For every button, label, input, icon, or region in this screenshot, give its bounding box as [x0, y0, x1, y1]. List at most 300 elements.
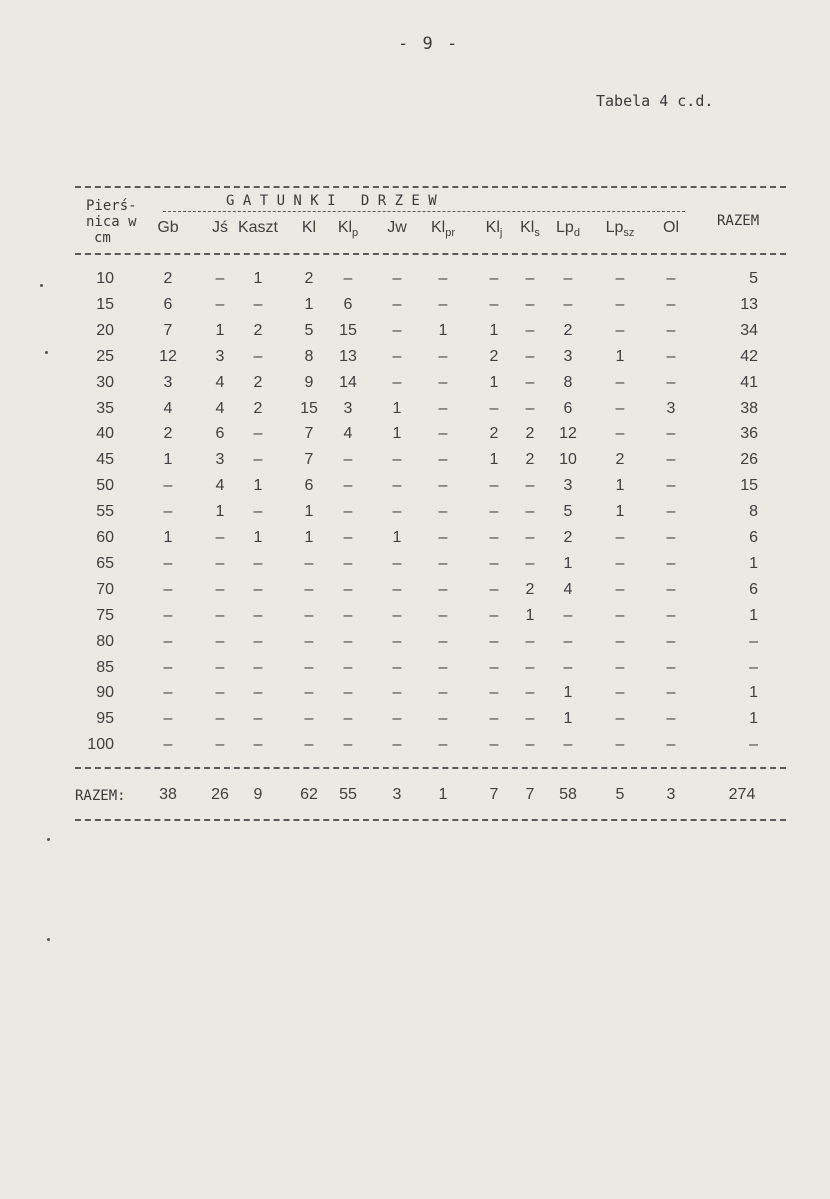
table-cell: –: [343, 658, 353, 676]
table-cell: 15: [300, 399, 318, 417]
table-cell: 2: [253, 399, 263, 417]
row-total: 26: [740, 451, 758, 469]
table-cell: –: [615, 606, 625, 624]
table-cell: 3: [666, 399, 676, 417]
table-cell: –: [304, 710, 314, 728]
table-cell: 10: [559, 451, 577, 469]
table-cell: 14: [339, 373, 357, 391]
table-cell: –: [304, 606, 314, 624]
diameter-label: 85: [96, 658, 114, 676]
table-cell: 1: [163, 451, 173, 469]
table-cell: –: [343, 606, 353, 624]
table-cell: –: [489, 399, 499, 417]
table-cell: –: [489, 606, 499, 624]
table-cell: –: [666, 477, 676, 495]
column-header-base: Kl: [301, 219, 317, 236]
diameter-label: 55: [96, 503, 114, 521]
table-cell: –: [253, 658, 263, 676]
table-cell: –: [489, 580, 499, 598]
table-cell: 7: [163, 321, 173, 339]
table-cell: 13: [339, 347, 357, 365]
table-cell: –: [563, 658, 573, 676]
row-total: 6: [749, 580, 758, 598]
table-cell: –: [392, 606, 402, 624]
table-cell: –: [438, 451, 448, 469]
table-cell: –: [489, 529, 499, 546]
table-cell: –: [392, 580, 402, 598]
table-cell: 7: [304, 425, 314, 443]
table-cell: –: [615, 321, 625, 339]
totals-cell: 3: [666, 786, 676, 803]
table-cell: 2: [163, 270, 173, 287]
table-cell: –: [525, 658, 535, 676]
diameter-header-line-3: cm: [94, 230, 111, 246]
column-header-subscript: d: [573, 227, 580, 240]
table-cell: –: [215, 658, 225, 676]
table-cell: 1: [304, 503, 314, 521]
table-cell: 2: [525, 451, 535, 469]
table-cell: –: [392, 710, 402, 728]
table-cell: –: [615, 554, 625, 572]
column-header-12: [641, 219, 701, 237]
column-header-base: Kl: [337, 219, 353, 236]
table-cell: 4: [343, 425, 353, 443]
table-cell: –: [563, 736, 573, 754]
table-cell: –: [489, 477, 499, 495]
table-cell: –: [215, 295, 225, 313]
table-cell: 1: [615, 503, 625, 521]
table-cell: 5: [304, 321, 314, 339]
column-header-base: Kl: [430, 219, 446, 236]
table-cell: –: [563, 632, 573, 650]
diameter-label: 70: [96, 580, 114, 598]
table-cell: –: [392, 658, 402, 676]
table-cell: 1: [615, 347, 625, 365]
table-cell: –: [392, 736, 402, 754]
table-cell: –: [392, 270, 402, 287]
table-cell: 1: [489, 373, 499, 391]
table-cell: –: [438, 295, 448, 313]
row-total: 1: [749, 554, 758, 572]
table-cell: –: [253, 554, 263, 572]
table-cell: –: [489, 736, 499, 754]
totals-cell: 38: [159, 786, 177, 803]
table-cell: 2: [563, 529, 573, 546]
table-cell: –: [163, 606, 173, 624]
species-group-rule: [163, 211, 685, 212]
column-header-1: [138, 219, 198, 237]
table-cell: 1: [489, 451, 499, 469]
table-cell: –: [392, 503, 402, 521]
margin-mark: [47, 838, 50, 841]
row-total: 42: [740, 347, 758, 365]
table-cell: –: [666, 425, 676, 443]
table-cell: –: [438, 580, 448, 598]
diameter-label: 25: [96, 347, 114, 365]
row-total: 8: [749, 503, 758, 521]
table-cell: –: [666, 295, 676, 313]
table-cell: –: [438, 684, 448, 702]
table-cell: 3: [343, 399, 353, 417]
row-total: 6: [749, 529, 758, 546]
table-cell: –: [615, 295, 625, 313]
totals-cell: 1: [438, 786, 448, 803]
table-bottom-rule: [75, 819, 786, 821]
row-total: 13: [740, 295, 758, 313]
totals-label: RAZEM:: [75, 788, 126, 804]
table-cell: –: [343, 632, 353, 650]
diameter-label: 35: [96, 399, 114, 417]
page-number: - 9 -: [398, 34, 460, 54]
row-total: –: [749, 632, 758, 650]
diameter-label: 10: [96, 270, 114, 287]
table-cell: –: [615, 736, 625, 754]
table-cell: –: [253, 425, 263, 443]
table-cell: 2: [253, 321, 263, 339]
table-cell: –: [438, 503, 448, 521]
table-cell: –: [615, 425, 625, 443]
table-cell: –: [438, 606, 448, 624]
table-cell: 1: [525, 606, 535, 624]
column-header-base: Lp: [605, 219, 624, 236]
table-cell: –: [304, 684, 314, 702]
totals-cell: 26: [211, 786, 229, 803]
table-cell: –: [304, 658, 314, 676]
table-cell: –: [215, 736, 225, 754]
table-cell: –: [489, 554, 499, 572]
table-cell: –: [525, 347, 535, 365]
table-cell: 2: [615, 451, 625, 469]
table-cell: 3: [563, 347, 573, 365]
table-cell: 1: [163, 529, 173, 546]
table-cell: –: [615, 270, 625, 287]
table-cell: –: [666, 632, 676, 650]
table-cell: –: [525, 529, 535, 546]
table-cell: 9: [304, 373, 314, 391]
table-cell: 2: [304, 270, 314, 287]
table-cell: 7: [304, 451, 314, 469]
column-header-subscript: s: [534, 227, 540, 240]
table-cell: 12: [159, 347, 177, 365]
table-cell: 2: [489, 425, 499, 443]
table-cell: –: [343, 710, 353, 728]
table-cell: –: [392, 451, 402, 469]
diameter-label: 45: [96, 451, 114, 469]
table-cell: –: [392, 321, 402, 339]
table-cell: –: [304, 632, 314, 650]
table-cell: 1: [392, 425, 402, 443]
table-cell: –: [253, 606, 263, 624]
table-cell: –: [163, 736, 173, 754]
table-cell: –: [253, 710, 263, 728]
totals-cell: 9: [253, 786, 263, 803]
table-cell: 1: [563, 710, 573, 728]
table-cell: –: [392, 554, 402, 572]
table-cell: –: [666, 658, 676, 676]
table-cell: 5: [563, 503, 573, 521]
table-cell: –: [615, 632, 625, 650]
diameter-label: 80: [96, 632, 114, 650]
table-cell: –: [253, 451, 263, 469]
table-cell: 2: [489, 347, 499, 365]
table-cell: 8: [304, 347, 314, 365]
table-cell: –: [489, 710, 499, 728]
table-cell: –: [489, 270, 499, 287]
column-header-subscript: pr: [445, 227, 455, 240]
table-cell: –: [163, 477, 173, 495]
table-cell: 1: [392, 399, 402, 417]
table-cell: 12: [559, 425, 577, 443]
table-cell: –: [253, 736, 263, 754]
table-cell: 2: [253, 373, 263, 391]
table-cell: 8: [563, 373, 573, 391]
table-cell: –: [343, 270, 353, 287]
table-cell: 1: [253, 477, 263, 495]
column-header-base: Jw: [387, 219, 407, 236]
table-cell: 3: [163, 373, 173, 391]
table-cell: –: [163, 684, 173, 702]
diameter-label: 30: [96, 373, 114, 391]
diameter-label: 15: [96, 295, 114, 313]
totals-cell: 7: [525, 786, 535, 803]
table-cell: –: [343, 451, 353, 469]
diameter-label: 100: [87, 736, 114, 754]
table-cell: –: [438, 425, 448, 443]
column-header-base: Kaszt: [237, 219, 278, 236]
table-cell: –: [615, 658, 625, 676]
table-cell: –: [615, 399, 625, 417]
table-cell: 4: [563, 580, 573, 598]
totals-cell: 62: [300, 786, 318, 803]
diameter-label: 95: [96, 710, 114, 728]
totals-cell: 3: [392, 786, 402, 803]
table-cell: –: [489, 295, 499, 313]
table-cell: –: [666, 736, 676, 754]
table-cell: –: [666, 554, 676, 572]
table-cell: –: [438, 658, 448, 676]
table-cell: –: [525, 477, 535, 495]
column-header-base: Kl: [520, 219, 535, 236]
row-total: 5: [749, 270, 758, 287]
table-cell: –: [525, 710, 535, 728]
table-cell: –: [666, 270, 676, 287]
totals-cell: 58: [559, 786, 577, 803]
table-cell: –: [666, 580, 676, 598]
row-total: 41: [740, 373, 758, 391]
table-cell: –: [215, 529, 225, 546]
diameter-label: 65: [96, 554, 114, 572]
diameter-label: 50: [96, 477, 114, 495]
table-cell: –: [525, 399, 535, 417]
table-top-rule: [75, 186, 786, 188]
table-cell: 4: [215, 399, 225, 417]
table-cell: 6: [563, 399, 573, 417]
table-cell: –: [666, 373, 676, 391]
table-cell: –: [525, 632, 535, 650]
table-cell: –: [392, 295, 402, 313]
table-cell: –: [343, 554, 353, 572]
table-cell: 3: [215, 451, 225, 469]
table-cell: –: [666, 503, 676, 521]
table-cell: –: [615, 710, 625, 728]
table-cell: –: [525, 554, 535, 572]
column-header-subscript: sz: [623, 227, 635, 240]
species-group-title: G A T U N K I D R Z E W: [226, 193, 437, 209]
table-cell: –: [615, 580, 625, 598]
row-total: –: [749, 658, 758, 676]
table-cell: 2: [163, 425, 173, 443]
diameter-label: 40: [96, 425, 114, 443]
table-cell: –: [253, 295, 263, 313]
table-cell: –: [615, 529, 625, 546]
table-cell: –: [392, 347, 402, 365]
table-cell: 2: [525, 425, 535, 443]
table-cell: –: [563, 606, 573, 624]
row-total: 34: [740, 321, 758, 339]
table-cell: –: [215, 270, 225, 287]
table-cell: –: [489, 658, 499, 676]
table-cell: –: [666, 347, 676, 365]
table-cell: –: [489, 503, 499, 521]
table-cell: –: [666, 606, 676, 624]
table-cell: –: [215, 710, 225, 728]
table-cell: 4: [163, 399, 173, 417]
table-cell: –: [615, 373, 625, 391]
table-cell: 4: [215, 477, 225, 495]
table-cell: –: [215, 606, 225, 624]
table-cell: –: [163, 632, 173, 650]
column-header-base: Gb: [157, 219, 179, 236]
column-header-base: Lp: [556, 219, 574, 236]
table-cell: 4: [215, 373, 225, 391]
table-cell: 1: [304, 529, 314, 546]
table-cell: –: [215, 554, 225, 572]
table-cell: 6: [343, 295, 353, 313]
header-bottom-rule: [75, 253, 786, 255]
column-header-subscript: p: [352, 227, 359, 240]
table-cell: –: [163, 658, 173, 676]
column-header-base: Kl: [485, 219, 500, 236]
table-cell: –: [253, 580, 263, 598]
table-cell: –: [343, 477, 353, 495]
table-cell: –: [343, 529, 353, 546]
diameter-label: 90: [96, 684, 114, 702]
table-cell: 6: [215, 425, 225, 443]
totals-cell: 7: [489, 786, 499, 803]
table-cell: –: [304, 554, 314, 572]
table-cell: –: [343, 580, 353, 598]
table-cell: 1: [215, 321, 225, 339]
table-cell: –: [666, 710, 676, 728]
total-column-header: RAZEM: [717, 213, 760, 229]
table-cell: –: [215, 580, 225, 598]
table-cell: –: [392, 373, 402, 391]
table-cell: –: [666, 321, 676, 339]
table-cell: 3: [563, 477, 573, 495]
row-total: 1: [749, 684, 758, 702]
table-cell: 15: [339, 321, 357, 339]
table-cell: –: [615, 684, 625, 702]
table-cell: –: [163, 710, 173, 728]
table-cell: –: [438, 554, 448, 572]
row-total: 36: [740, 425, 758, 443]
column-header-10: [538, 219, 598, 239]
column-header-base: Jś: [212, 219, 228, 236]
totals-cell: 55: [339, 786, 357, 803]
table-cell: 6: [304, 477, 314, 495]
table-cell: 3: [215, 347, 225, 365]
totals-top-rule: [75, 767, 786, 769]
table-cell: –: [525, 270, 535, 287]
table-cell: –: [438, 399, 448, 417]
column-header-subscript: j: [499, 227, 503, 240]
table-cell: –: [343, 684, 353, 702]
table-cell: 1: [615, 477, 625, 495]
table-cell: –: [163, 503, 173, 521]
diameter-label: 60: [96, 529, 114, 546]
diameter-label: 75: [96, 606, 114, 624]
table-cell: –: [253, 632, 263, 650]
row-total: –: [749, 736, 758, 754]
margin-mark: [47, 938, 50, 941]
table-cell: 1: [438, 321, 448, 339]
table-caption: Tabela 4 c.d.: [596, 92, 714, 110]
table-cell: –: [438, 347, 448, 365]
table-cell: –: [392, 684, 402, 702]
table-cell: 2: [525, 580, 535, 598]
table-cell: –: [563, 295, 573, 313]
table-cell: –: [489, 684, 499, 702]
table-cell: –: [438, 529, 448, 546]
diameter-label: 20: [96, 321, 114, 339]
table-cell: –: [163, 554, 173, 572]
table-cell: 1: [215, 503, 225, 521]
margin-mark: [40, 284, 43, 287]
table-cell: –: [253, 684, 263, 702]
table-cell: 1: [253, 270, 263, 287]
table-cell: 6: [163, 295, 173, 313]
table-cell: –: [253, 347, 263, 365]
table-cell: –: [525, 295, 535, 313]
table-cell: –: [438, 736, 448, 754]
table-cell: –: [666, 451, 676, 469]
table-cell: –: [215, 632, 225, 650]
row-total: 38: [740, 399, 758, 417]
table-cell: –: [563, 270, 573, 287]
table-cell: 1: [392, 529, 402, 546]
table-cell: –: [343, 503, 353, 521]
table-cell: –: [666, 684, 676, 702]
grand-total: 274: [728, 786, 756, 803]
table-cell: –: [392, 632, 402, 650]
table-cell: –: [392, 477, 402, 495]
table-cell: –: [525, 373, 535, 391]
table-cell: –: [343, 736, 353, 754]
table-cell: –: [438, 477, 448, 495]
table-cell: 1: [489, 321, 499, 339]
table-cell: –: [666, 529, 676, 546]
table-cell: –: [525, 321, 535, 339]
row-total: 15: [740, 477, 758, 495]
table-cell: –: [525, 684, 535, 702]
row-total: 1: [749, 710, 758, 728]
table-cell: 2: [563, 321, 573, 339]
table-cell: –: [525, 503, 535, 521]
table-cell: –: [438, 373, 448, 391]
diameter-header-line-2: nica w: [86, 214, 137, 230]
table-cell: –: [163, 580, 173, 598]
table-cell: 1: [563, 554, 573, 572]
